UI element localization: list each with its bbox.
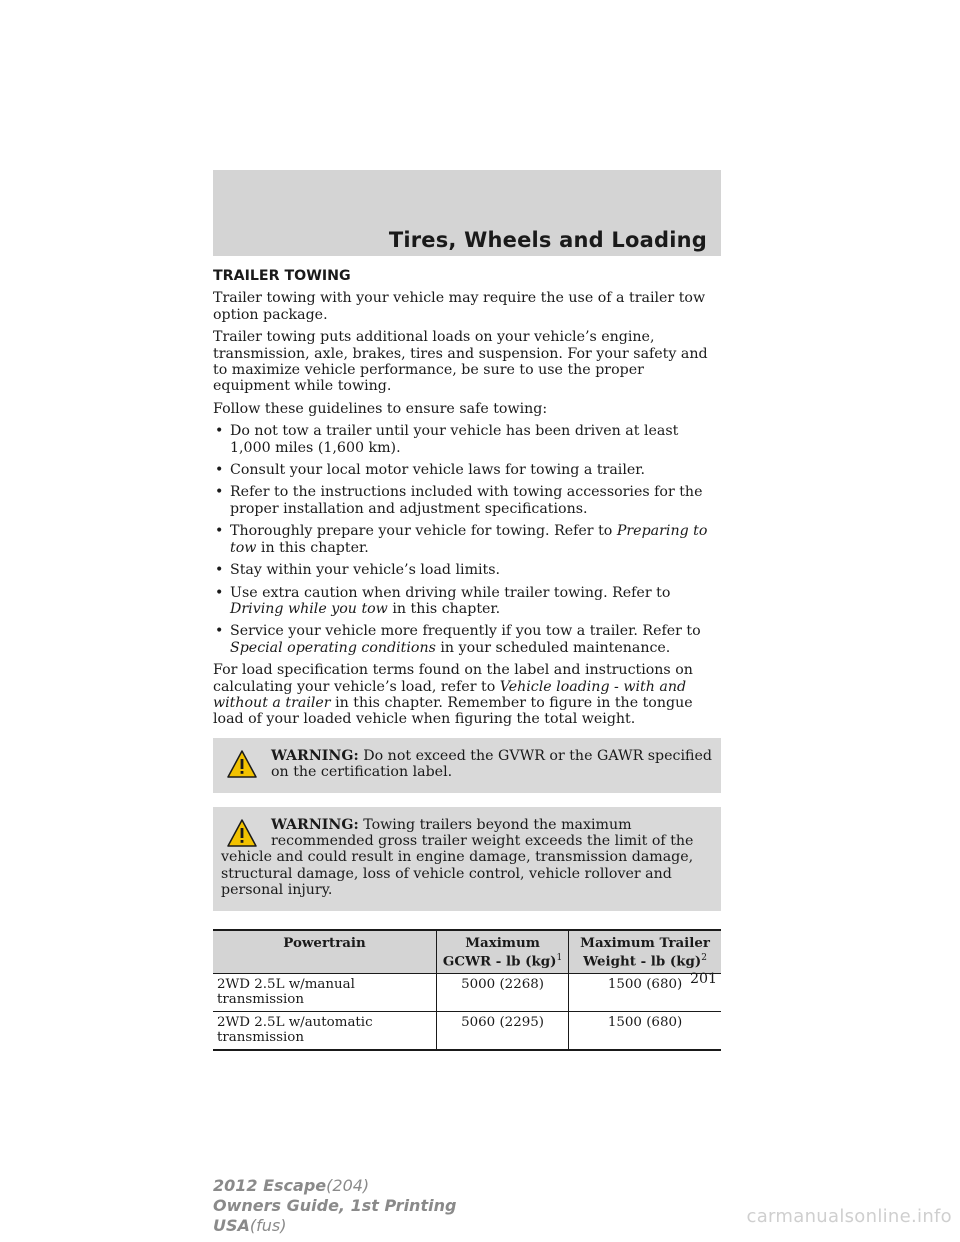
bullet-icon: • xyxy=(215,523,224,540)
cross-reference: Special operating conditions xyxy=(230,639,436,656)
table-row xyxy=(213,1012,721,1051)
intro-paragraph-2: Trailer towing puts additional loads on your vehicle’s engine, transmission, axle, brakes, tires and suspension. For your safety and to maximize vehicle performance, be sure to use the proper equipment while towing. xyxy=(213,329,708,395)
warning-label: WARNING: xyxy=(271,747,359,764)
table-header-row xyxy=(213,930,721,974)
intro-paragraph-3: Follow these guidelines to ensure safe towing: xyxy=(213,400,548,417)
column-header-trailer-weight: Maximum Trailer Weight - lb (kg)$^2$ xyxy=(569,930,721,974)
load-paragraph: For load specification terms found on the label and instructions on calculating your vehicle’s load, refer to Vehicle loading - with and without a trailer in this chapter. Remember to figure in the tongue load of your loaded vehicle when figuring the total weight. xyxy=(213,662,693,728)
footer-line-model: 2012 Escape(204) xyxy=(213,1176,370,1195)
footnote-marker: 2 xyxy=(701,952,707,963)
towing-capacity-table xyxy=(213,929,721,1051)
cross-reference: Driving while you tow xyxy=(230,600,388,617)
cell-powertrain: 2WD 2.5L w/automatic transmission xyxy=(213,1012,437,1051)
column-header-gcwr: Maximum GCWR - lb (kg)$^1$ xyxy=(437,930,569,974)
table-row xyxy=(213,974,721,1012)
cell-gcwr: 5060 (2295) xyxy=(437,1012,569,1051)
list-item: • Use extra caution when driving while trailer towing. Refer to Driving while you tow in this chapter. xyxy=(215,584,671,617)
list-item: • Service your vehicle more frequently if you tow a trailer. Refer to Special operating conditions in your scheduled maintenance. xyxy=(215,623,701,656)
warning-text: Do not exceed the GVWR or the GAWR specified on the certification label. xyxy=(271,747,712,781)
print-footer xyxy=(213,1176,456,1236)
page-content xyxy=(213,268,721,1051)
list-item: • Consult your local motor vehicle laws for towing a trailer. xyxy=(215,462,646,479)
cross-reference: Preparing to tow xyxy=(230,523,708,556)
list-item: • Thoroughly prepare your vehicle for towing. Refer to Preparing to tow in this chapter. xyxy=(215,523,708,556)
footer-line-guide: Owners Guide, 1st Printing xyxy=(213,1196,457,1215)
footer-line-market: USA(fus) xyxy=(213,1216,287,1235)
bullet-icon: • xyxy=(215,623,224,640)
footnote-marker: 1 xyxy=(556,952,563,963)
section-heading: TRAILER TOWING xyxy=(213,268,351,284)
page-number: 201 xyxy=(690,971,718,987)
guideline-list xyxy=(213,423,721,656)
list-item: • Stay within your vehicle’s load limits. xyxy=(215,562,501,579)
cell-trailer-weight: 1500 (680) xyxy=(569,974,721,1012)
chapter-header-band xyxy=(213,170,721,256)
cell-trailer-weight: 1500 (680) xyxy=(569,1012,721,1051)
cell-powertrain: 2WD 2.5L w/manual transmission xyxy=(213,974,437,1012)
warning-triangle-icon xyxy=(227,819,257,847)
list-item: • Refer to the instructions included with towing accessories for the proper installation and adjustment specifications. xyxy=(215,484,703,517)
bullet-icon: • xyxy=(215,462,224,479)
warning-box xyxy=(213,738,721,793)
warning-text: Towing trailers beyond the maximum recommended gross trailer weight exceeds the limit of the vehicle and could result in engine damage, transmission damage, structural damage, loss of vehicle control, vehicle rollover and personal injury. xyxy=(221,816,694,899)
list-item: • Do not tow a trailer until your vehicle has been driven at least 1,000 miles (1,600 km). xyxy=(215,423,679,456)
warning-box xyxy=(213,807,721,911)
bullet-icon: • xyxy=(215,484,224,501)
column-header-powertrain: Powertrain xyxy=(213,930,437,974)
chapter-title: Tires, Wheels and Loading xyxy=(388,228,707,252)
intro-paragraph-1: Trailer towing with your vehicle may require the use of a trailer tow option package. xyxy=(213,290,706,323)
bullet-icon: • xyxy=(215,562,224,579)
bullet-icon: • xyxy=(215,423,224,440)
cross-reference: Vehicle loading - with and without a trailer xyxy=(213,678,687,711)
cell-gcwr: 5000 (2268) xyxy=(437,974,569,1012)
bullet-icon: • xyxy=(215,584,224,601)
warning-triangle-icon xyxy=(227,750,257,778)
site-watermark: carmanualsonline.info xyxy=(746,1206,952,1227)
warning-label: WARNING: xyxy=(271,816,359,833)
